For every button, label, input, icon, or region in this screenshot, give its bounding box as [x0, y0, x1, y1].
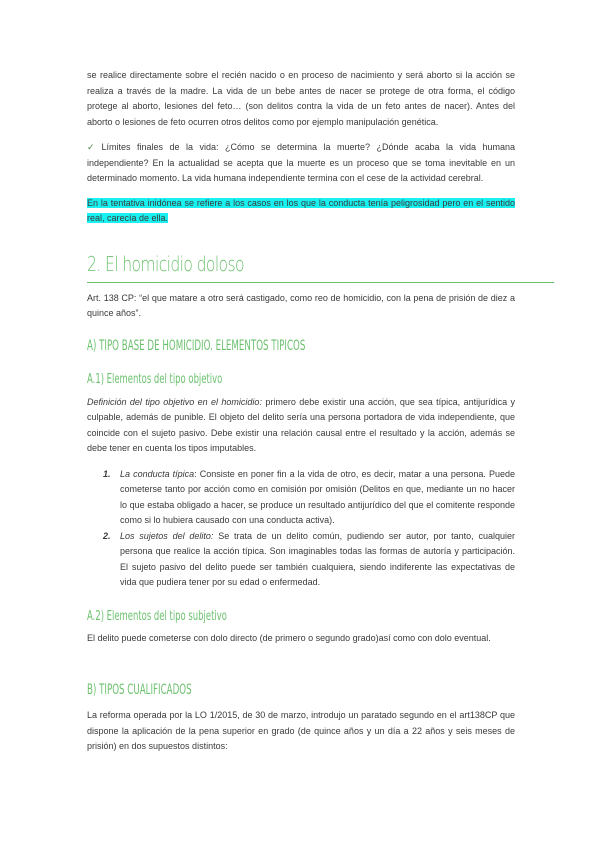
- page-content: [87, 68, 515, 755]
- article-138-paragraph: Art. 138 CP: “el que matare a otro será castigado, como reo de homicidio, con la pena de prisión de diez a quince años”.: [87, 292, 515, 318]
- subjective-elements-paragraph: El delito puede cometerse con dolo directo (de primero o segundo grado)así como con dolo eventual.: [87, 632, 491, 643]
- qualified-types-paragraph: La reforma operada por la LO 1/2015, de 30 de marzo, introdujo un paratado segundo en el art138CP que dispone la aplicación de la pena superior en grado (de quince años y un día a 22 años y seis meses de prisión) en dos supuestos distintos:: [87, 710, 515, 751]
- list-item-text: : Consiste en poner fin a la vida de otro, es decir, matar a una persona. Puede cometerse tanto por acción como en comisión por omisión (Delitos en que, mediante un no hacer lo que estaba obligado a hacer, se produce un resultado antijurídico del que el comitente responde como si lo hubiera causado con una conducta activa).: [120, 468, 515, 525]
- list-item: [87, 467, 515, 529]
- section-b-heading: B) TIPOS CUALIFICADOS: [87, 682, 192, 698]
- section-2-heading: 2. El homicidio doloso: [87, 251, 554, 283]
- definition-label: Definición del tipo objetivo en el homicidio:: [87, 396, 262, 407]
- highlighted-text: En la tentativa inidónea se refiere a los casos en los que la conducta tenía peligrosidad pero en el sentido real, carecía de ella.: [87, 197, 515, 223]
- objective-elements-list: [87, 467, 515, 591]
- list-item: [87, 529, 515, 591]
- list-number: 1.: [103, 468, 111, 479]
- objective-definition-paragraph: [87, 395, 515, 457]
- intro-paragraph: se realice directamente sobre el recién nacido o en proceso de nacimiento y será aborto si la acción se realiza a través de la madre. La vida de un bebe antes de nacer se protege de otra forma, el código protege al aborto, lesiones del feto… (son delitos contra la vida de un feto antes de nacer). Antes del aborto o lesiones de feto ocurren otros delitos como por ejemplo manipulación genética.: [87, 70, 515, 127]
- list-item-label: La conducta típica: [120, 468, 195, 479]
- subsection-a1-heading: A.1) Elementos del tipo objetivo: [87, 371, 223, 387]
- checkmark-icon: ✓: [87, 142, 99, 152]
- highlighted-paragraph: [87, 196, 515, 227]
- limits-paragraph: [87, 140, 515, 187]
- list-number: 2.: [103, 530, 111, 541]
- list-item-label: Los sujetos del delito:: [120, 530, 214, 541]
- list-item-text: Se trata de un delito común, pudiendo ser autor, por tanto, cualquier persona que realice la acción típica. Son imaginables todas las formas de autoría y participación. El sujeto pasivo del delito puede ser también cualquiera, siendo indiferente las expectativas de vida que pudiera tener por su edad o enfermedad.: [120, 530, 515, 587]
- definition-text: primero debe existir una acción, que sea típica, antijurídica y culpable, además de punible. El objeto del delito sería una persona portadora de vida independiente, que coincide con el sujeto pasivo. Debe existir una relación causal entre el resultado y la acción, además se debe tener en cuenta los tipos imputables.: [87, 396, 515, 453]
- section-a-heading: A) TIPO BASE DE HOMICIDIO. ELEMENTOS TIPICOS: [87, 337, 306, 354]
- limits-text: Límites finales de la vida: ¿Cómo se determina la muerte? ¿Dónde acaba la vida humana independiente? En la actualidad se acepta que la muerte es un proceso que se toma inevitable en un determinado momento. La vida humana independiente termina con el cese de la actividad cerebral.: [87, 142, 515, 183]
- subsection-a2-heading: A.2) Elementos del tipo subjetivo: [87, 608, 227, 624]
